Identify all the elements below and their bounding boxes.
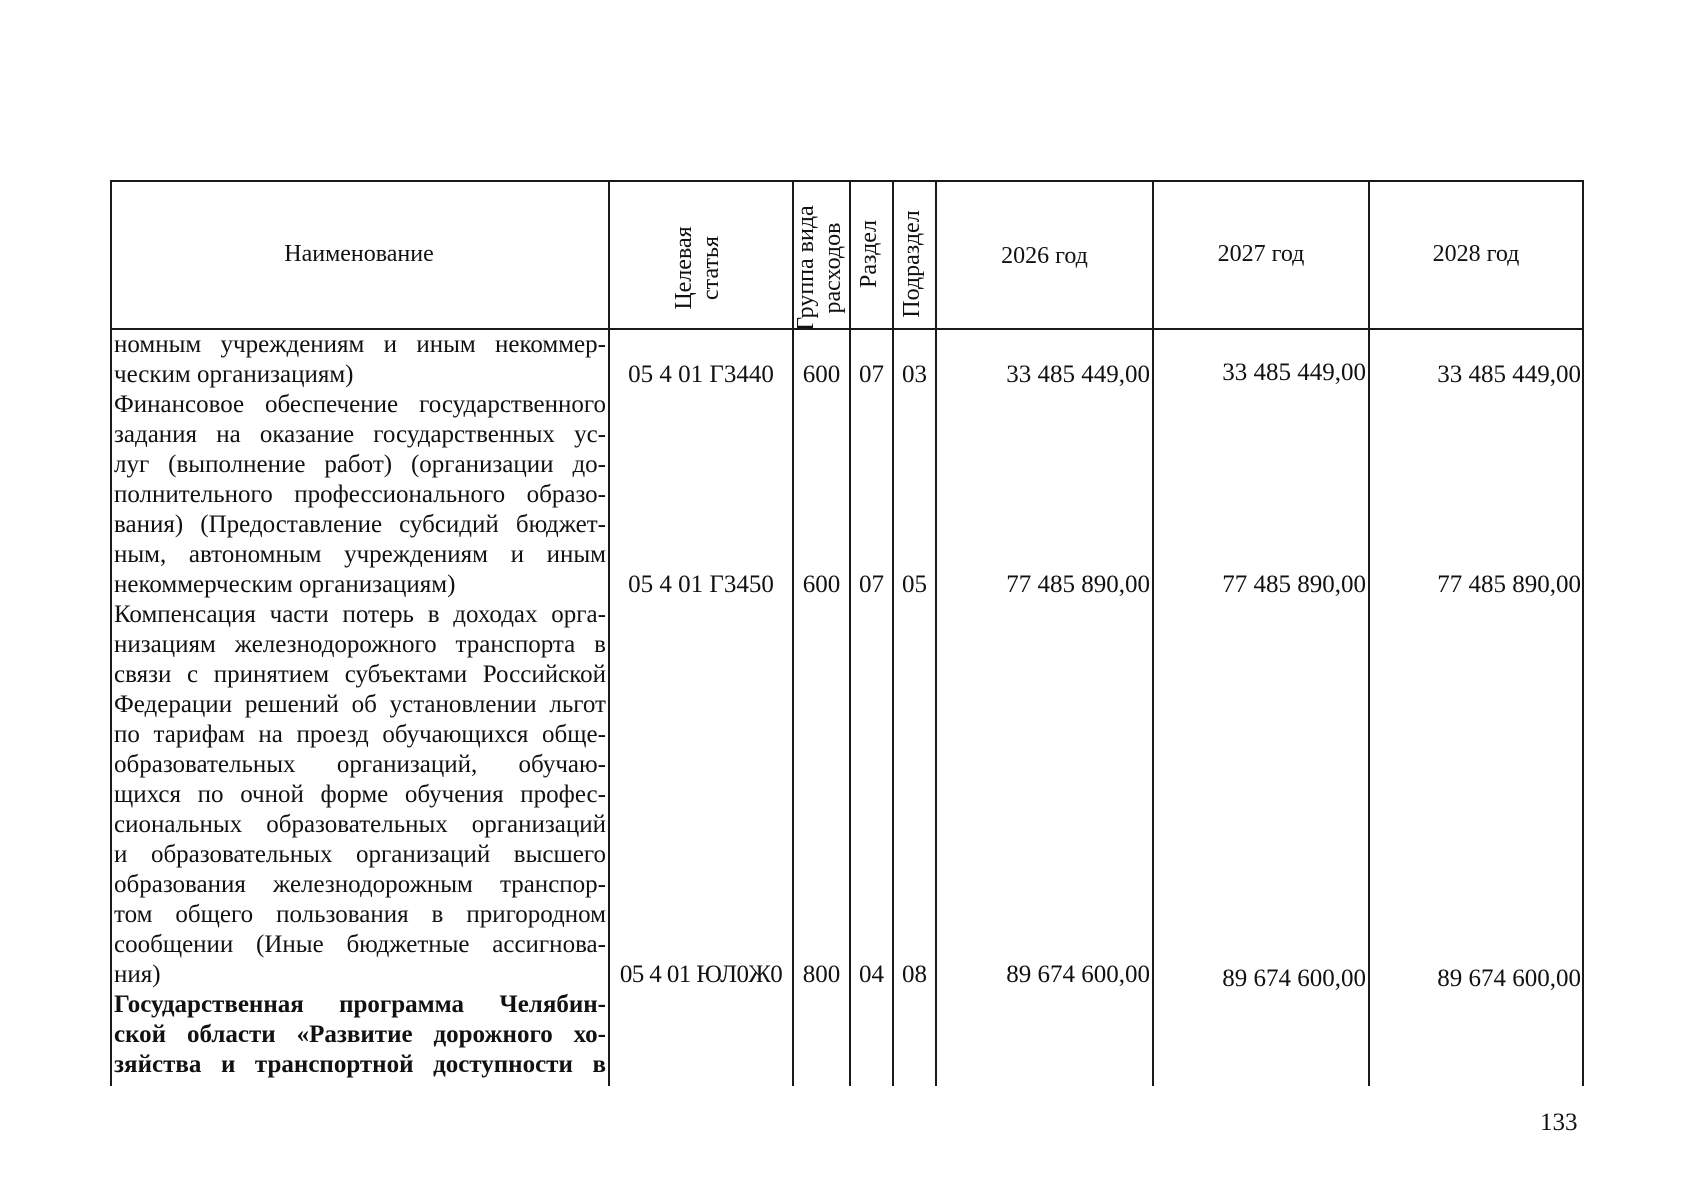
row-line-word: Челябин-: [499, 991, 606, 1018]
page-number: 133: [1540, 1109, 1578, 1136]
row-line-word: проезд: [296, 721, 369, 748]
row-description: [114, 990, 606, 1080]
row-line-word: Государственная: [114, 991, 304, 1018]
row-line-word: некоммер-: [495, 331, 606, 358]
row-line: [114, 810, 606, 840]
row-line-word: до-: [572, 451, 606, 478]
row-line-word: сиональных: [114, 811, 243, 838]
row-line-word: и: [220, 1051, 236, 1078]
row-line: [114, 690, 606, 720]
row-group: 600: [802, 361, 841, 388]
row-line: [114, 630, 606, 660]
row-line-word: общего: [175, 901, 254, 928]
row-line-word: дорожного: [433, 1021, 553, 1048]
row-line-word: доходах: [453, 601, 538, 628]
row-line-word: и: [114, 841, 128, 868]
row-line-word: транспор-: [499, 871, 606, 898]
row-line-word: связи: [114, 661, 172, 688]
row-line-word: на: [216, 421, 241, 448]
row-description: [114, 600, 606, 990]
row-value-2028: 89 674 600,00: [1437, 965, 1581, 992]
row-line-word: установлении: [389, 691, 537, 718]
row-line-text: некоммерческим организациям): [114, 571, 456, 598]
row-line-word: высшего: [513, 841, 606, 868]
row-line-word: зяйства: [114, 1051, 202, 1078]
row-value-2027: 89 674 600,00: [1222, 965, 1366, 992]
row-line-word: (организации: [410, 451, 554, 478]
row-line-word: орга-: [551, 601, 606, 628]
row-line-word: по: [197, 781, 224, 808]
row-line-word: государственного: [419, 391, 606, 418]
row-line: [114, 540, 606, 570]
row-value-2028: 33 485 449,00: [1437, 361, 1581, 388]
row-line-word: государственных: [373, 421, 555, 448]
row-line: [114, 390, 606, 420]
row-line-word: (Предоставление: [200, 511, 383, 538]
row-line-word: «Развитие: [296, 1021, 413, 1048]
row-line-word: доступности: [433, 1051, 573, 1078]
row-line-word: транспортной: [254, 1051, 414, 1078]
row-line-word: ус-: [574, 421, 606, 448]
row-line-word: очной: [240, 781, 304, 808]
row-description: [114, 390, 606, 600]
row-line-word: обучения: [404, 781, 504, 808]
row-line: [114, 360, 606, 390]
row-line-text: ния): [114, 961, 161, 988]
column-border-name: [608, 180, 610, 1086]
row-subsection: 03: [902, 361, 927, 388]
row-line-word: организаций,: [336, 751, 478, 778]
column-border-right: [1582, 180, 1584, 1086]
row-line-text: ческим организациям): [114, 361, 354, 388]
row-line-word: части: [269, 601, 329, 628]
row-line-word: учреждениям: [344, 541, 488, 568]
row-section: 07: [859, 571, 884, 598]
row-line: [114, 750, 606, 780]
table-top-border: [110, 180, 1584, 182]
header-year-2028: 2028 год: [1432, 241, 1520, 267]
row-line-word: обеспечение: [265, 391, 399, 418]
row-line: [114, 720, 606, 750]
row-line-word: пользования: [276, 901, 409, 928]
row-line-word: субсидий: [399, 511, 499, 538]
row-line-word: железнодорожного: [234, 631, 437, 658]
row-code: 05 4 01 ЮЛ0Ж0: [619, 961, 783, 988]
row-line-word: организаций: [356, 841, 491, 868]
row-value-2028: 77 485 890,00: [1437, 571, 1581, 598]
row-line: [114, 570, 606, 600]
row-line-word: Компенсация: [114, 601, 256, 628]
column-border-section: [892, 180, 894, 1086]
row-line: [114, 660, 606, 690]
header-year-2027: 2027 год: [1217, 241, 1305, 267]
row-line-word: потерь: [342, 601, 414, 628]
header-name: Наименование: [284, 241, 434, 267]
row-line-word: щихся: [114, 781, 182, 808]
row-line: [114, 450, 606, 480]
row-line-word: оказание: [259, 421, 355, 448]
header-target-article: [671, 193, 727, 343]
row-line-word: профес-: [520, 781, 606, 808]
row-line-word: с: [186, 661, 199, 688]
row-code: 05 4 01 Г3440: [628, 361, 774, 388]
row-line-word: и: [510, 541, 524, 568]
row-line-word: работ): [324, 451, 393, 478]
header-target-article-line2: статья: [698, 236, 724, 300]
row-line-word: автономным: [188, 541, 322, 568]
row-line-word: иным: [416, 331, 476, 358]
row-line: [114, 420, 606, 450]
row-line-word: области: [186, 1021, 276, 1048]
row-line-word: низациям: [114, 631, 216, 658]
row-line: [114, 990, 606, 1020]
row-value-2026: 33 485 449,00: [1006, 361, 1150, 388]
column-border-2027: [1368, 180, 1370, 1086]
row-line-word: и: [383, 331, 398, 358]
row-subsection: 05: [902, 571, 927, 598]
column-border-group: [849, 180, 851, 1086]
row-line-word: транспорта: [455, 631, 576, 658]
row-line-word: в: [594, 631, 606, 658]
column-border-left: [110, 180, 112, 1086]
row-line-word: в: [592, 1051, 606, 1078]
row-line-word: учреждениям: [220, 331, 365, 358]
row-line-word: принятием: [213, 661, 330, 688]
column-border-2026: [1152, 180, 1154, 1086]
row-line-word: обучающихся: [382, 721, 529, 748]
row-line-word: железнодорожным: [273, 871, 473, 898]
row-line: [114, 480, 606, 510]
row-line-word: ской: [114, 1021, 167, 1048]
row-line-word: (Иные: [256, 931, 324, 958]
row-line-word: номным: [114, 331, 202, 358]
row-line: [114, 1020, 606, 1050]
row-line-word: в: [427, 601, 440, 628]
row-line-word: полнительного: [114, 481, 273, 508]
row-line-word: обще-: [542, 721, 606, 748]
row-line-word: образовательных: [266, 811, 448, 838]
row-line-word: пригородном: [466, 901, 606, 928]
row-line-word: Федерации: [114, 691, 233, 718]
row-subsection: 08: [902, 961, 927, 988]
row-line-word: на: [258, 721, 283, 748]
column-border-subsection: [935, 180, 937, 1086]
row-line: [114, 960, 606, 990]
row-line-word: тарифам: [153, 721, 245, 748]
row-line-word: луг: [114, 451, 150, 478]
row-line-word: по: [114, 721, 140, 748]
row-line: [114, 600, 606, 630]
row-value-2026: 89 674 600,00: [1006, 961, 1150, 988]
header-target-article-line1: Целевая: [671, 226, 697, 310]
row-line: [114, 1050, 606, 1080]
row-line: [114, 930, 606, 960]
row-section: 04: [859, 961, 884, 988]
row-line-word: программа: [339, 991, 465, 1018]
row-value-2026: 77 485 890,00: [1006, 571, 1150, 598]
header-expense-group-line1: Группа вида: [793, 205, 819, 331]
row-code: 05 4 01 Г3450: [628, 571, 774, 598]
row-line: [114, 780, 606, 810]
row-line-word: бюджетные: [346, 931, 470, 958]
row-line-word: в: [431, 901, 444, 928]
row-line-word: льгот: [549, 691, 606, 718]
budget-table: [110, 180, 1584, 1086]
header-subsection: Подраздел: [899, 210, 925, 318]
row-line-word: (выполнение: [168, 451, 306, 478]
row-line-word: образования: [114, 871, 246, 898]
row-line-word: ным,: [114, 541, 167, 568]
row-value-2027: 77 485 890,00: [1222, 571, 1366, 598]
row-line-word: бюджет-: [515, 511, 606, 538]
header-expense-group-line2: расходов: [820, 222, 846, 314]
row-line: [114, 900, 606, 930]
row-line-word: обучаю-: [518, 751, 606, 778]
row-line-word: вания): [114, 511, 184, 538]
row-group: 800: [802, 961, 841, 988]
row-line-word: хо-: [573, 1021, 606, 1048]
row-line-word: профессионального: [294, 481, 506, 508]
row-description: [114, 330, 606, 390]
row-line-word: ассигнова-: [492, 931, 606, 958]
row-line-word: форме: [320, 781, 389, 808]
row-line: [114, 870, 606, 900]
row-line: [114, 840, 606, 870]
row-line: [114, 330, 606, 360]
row-line-word: об: [351, 691, 377, 718]
row-line-word: сообщении: [114, 931, 234, 958]
row-line-word: Российской: [482, 661, 606, 688]
row-line-word: образо-: [526, 481, 606, 508]
header-section: Раздел: [856, 220, 882, 288]
row-line-word: субъектами: [344, 661, 468, 688]
row-line-word: Финансовое: [114, 391, 245, 418]
row-line-word: задания: [114, 421, 198, 448]
header-year-2026: 2026 год: [1001, 243, 1088, 269]
row-line-word: образовательных: [114, 751, 296, 778]
row-line-word: решений: [244, 691, 339, 718]
row-group: 600: [802, 571, 841, 598]
row-line-word: иным: [546, 541, 606, 568]
header-expense-group: [793, 195, 849, 341]
row-line-word: организаций: [471, 811, 606, 838]
row-line: [114, 510, 606, 540]
row-line-word: том: [114, 901, 153, 928]
row-section: 07: [859, 361, 884, 388]
row-value-2027: 33 485 449,00: [1222, 359, 1366, 386]
row-line-word: образовательных: [150, 841, 333, 868]
